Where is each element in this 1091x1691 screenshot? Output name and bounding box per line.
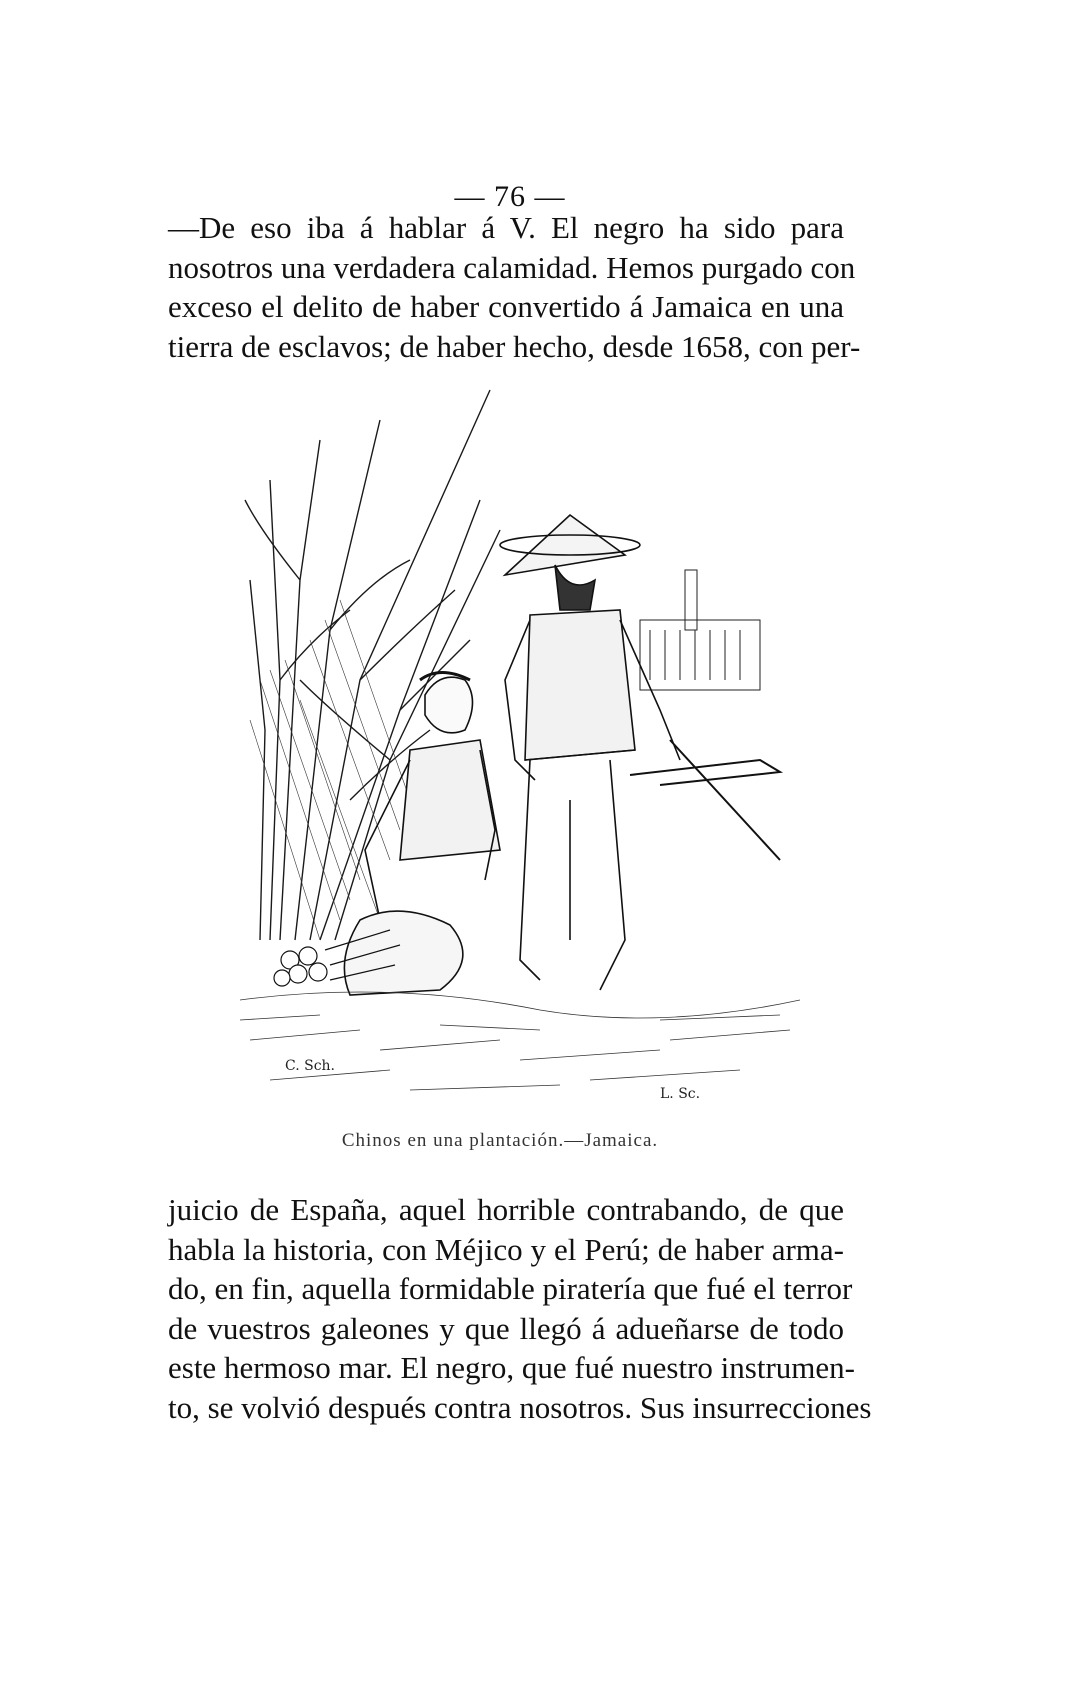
text-line: do, en fin, aquella formidable piratería que fué el terror [168, 1271, 853, 1306]
standing-worker [500, 515, 680, 990]
text-line: exceso el delito de haber convertido á Jamaica en una [168, 289, 844, 324]
artist-signature: C. Sch. [285, 1058, 336, 1074]
text-line: habla la historia, con Méjico y el Perú; de haber arma- [168, 1231, 844, 1267]
sugar-cane [245, 390, 500, 940]
text-line: nosotros una verdadera calamidad. Hemos purgado con [168, 249, 856, 285]
illustration-caption: Chinos en una plantación.—Jamaica. [341, 1130, 659, 1151]
text-line: de vuestros galeones y que llegó á adueñarse de todo [168, 1310, 844, 1346]
text-line: to, se volvió después contra nosotros. Sus insurrecciones [168, 1389, 872, 1425]
bottom-paragraph [168, 1190, 872, 1427]
text-line: tierra de esclavos; de haber hecho, desde 1658, con per- [168, 328, 861, 364]
text-line: este hermoso mar. El negro, que fué nuestro instrumen- [168, 1350, 855, 1385]
text-line: juicio de España, aquel horrible contrabando, de que [168, 1192, 844, 1227]
plantation-illustration [240, 380, 800, 1110]
page-number: — 76 — [454, 180, 566, 213]
machete [630, 740, 780, 860]
top-paragraph [168, 208, 861, 366]
cane-hatching [250, 600, 410, 940]
ground [240, 992, 800, 1090]
distant-buildings [640, 570, 760, 690]
engraver-signature: L. Sc. [660, 1086, 701, 1102]
text-line: —De eso iba á hablar á V. El negro ha sido para [168, 210, 844, 245]
